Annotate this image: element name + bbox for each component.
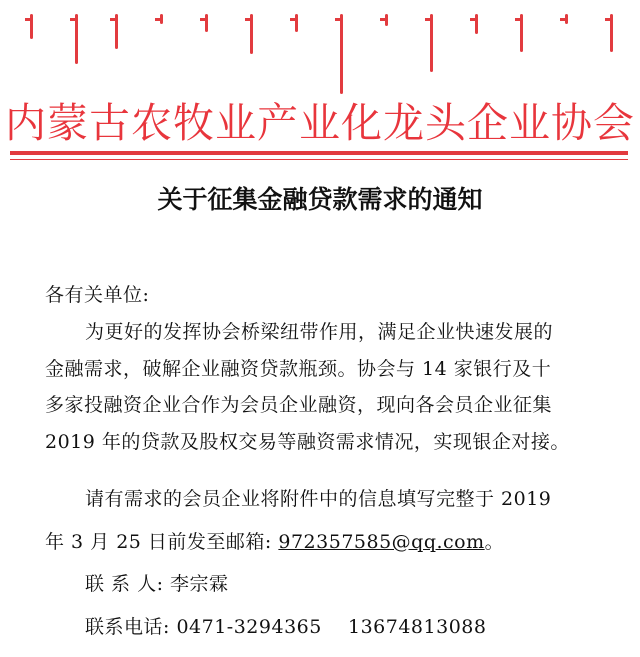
email-link[interactable]: 972357585@qq.com	[278, 531, 485, 553]
paragraph-line: 2019 年的贷款及股权交易等融资需求情况，实现银企对接。	[45, 431, 570, 453]
letterhead-rule-thin	[10, 159, 628, 160]
organization-name: 内蒙古农牧业产业化龙头企业协会	[5, 99, 635, 147]
deadline-text: 年 3 月 25 日前发至邮箱:	[45, 531, 279, 553]
notice-title: 关于征集金融贷款需求的通知	[157, 185, 483, 214]
paragraph-line: 为更好的发挥协会桥梁纽带作用，满足企业快速发展的	[85, 321, 554, 343]
contact-phone: 联系电话: 0471-3294365 13674813088	[85, 616, 487, 638]
letterhead-rule-thick	[10, 151, 628, 155]
paragraph-line: 多家投融资企业合作为会员企业融资，现向各会员企业征集	[45, 394, 553, 416]
salutation: 各有关单位:	[45, 284, 150, 306]
paragraph-line	[45, 527, 504, 554]
contact-person: 联 系 人: 李宗霖	[85, 573, 229, 595]
paragraph-line: 金融需求，破解企业融资贷款瓶颈。协会与 14 家银行及十	[45, 358, 552, 380]
paragraph-line: 请有需求的会员企业将附件中的信息填写完整于 2019	[85, 488, 552, 510]
period: 。	[484, 531, 505, 553]
